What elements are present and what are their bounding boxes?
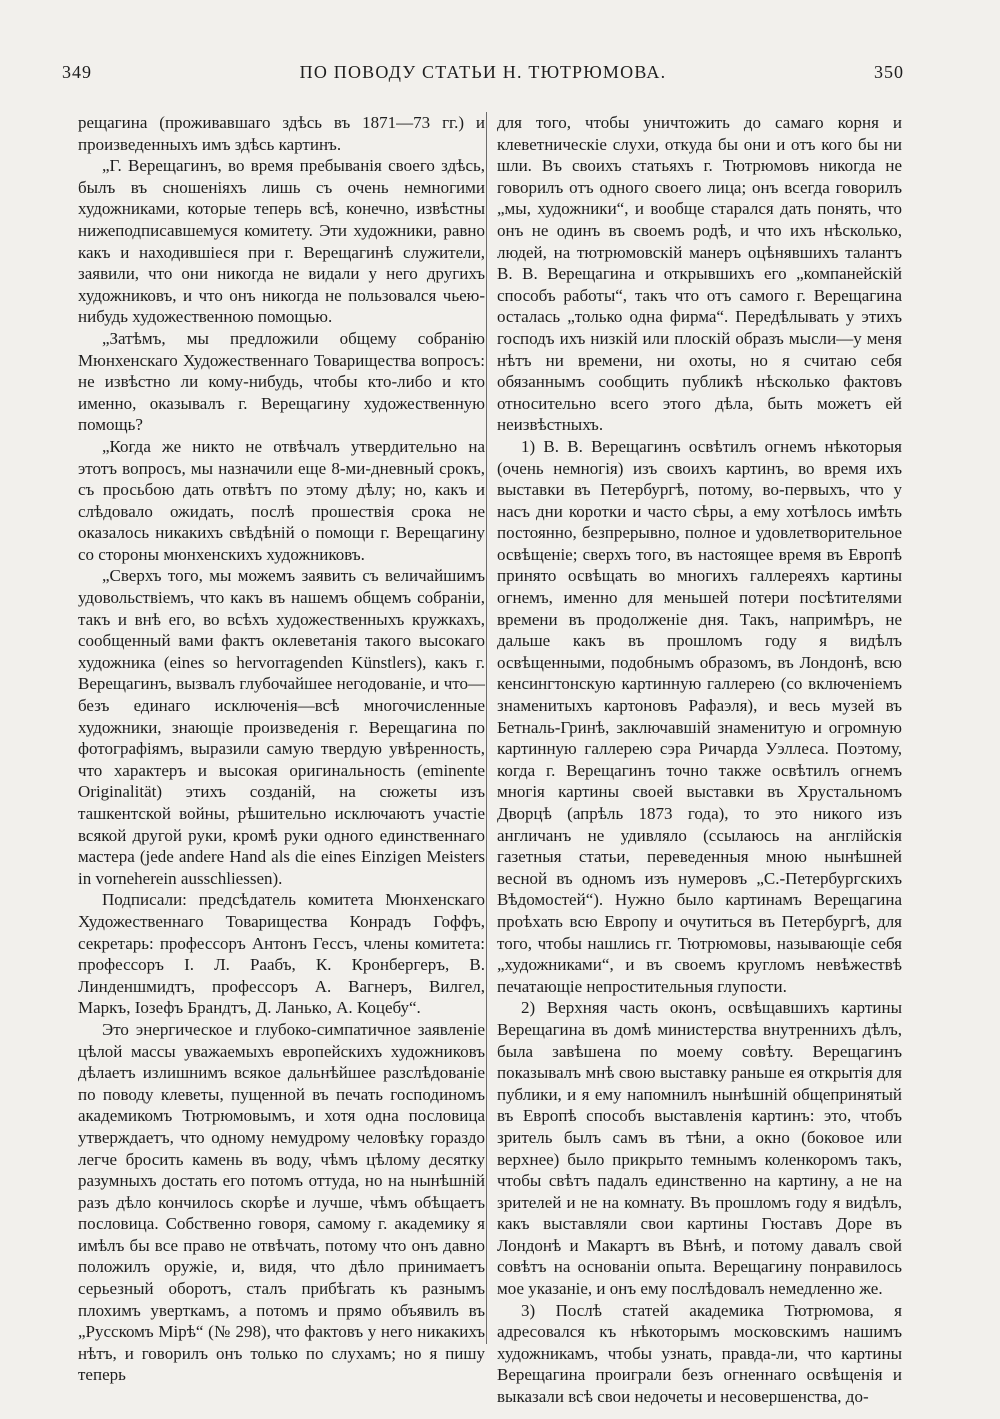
paragraph: „Затѣмъ, мы предложили общему собранію Мюнхенскаго Художественнаго Товарищества вопросъ: не извѣстно ли кому-нибудь, чтобы кто-либо и кто именно, оказывалъ г. Верещагину художественную помощь? bbox=[78, 328, 485, 435]
column-divider bbox=[486, 112, 487, 1344]
paragraph: 3) Послѣ статей академика Тютрюмова, я адресовался къ нѣкоторымъ московскимъ нашимъ художникамъ, чтобы узнать, правда-ли, что картины Верещагина проиграли безъ огненнаго освѣщенія и выказали всѣ свои недочеты и несовершенства, до- bbox=[497, 1300, 902, 1407]
running-title: ПО ПОВОДУ СТАТЬИ Н. ТЮТРЮМОВА. bbox=[299, 62, 667, 82]
paragraph: для того, чтобы уничтожить до самаго корня и клеветническіе слухи, откуда бы они и отъ кого бы ни шли. Въ своихъ статьяхъ г. Тютрюмовъ никогда не говорилъ отъ одного своего лица; онъ всегда говорилъ „мы, художники“, и вообще старался дать понять, что онъ не одинъ въ своемъ родѣ, и что ихъ нѣсколько, людей, на тютрюмовскій манеръ оцѣнявшихъ талантъ В. В. Верещагина и открывшихъ его „компанейскій способъ работы“, такъ что отъ самого г. Верещагина осталась „только одна фирма“. Передѣлывать у этихъ господъ ихъ низкій или плоскій образъ мысли—у меня нѣтъ ни времени, ни охоты, но я считаю себя обязаннымъ сообщить публикѣ нѣсколько фактовъ относительно всего этого дѣла, быть можетъ ей неизвѣстныхъ. bbox=[497, 113, 902, 435]
paragraph: „Г. Верещагинъ, во время пребыванія своего здѣсь, былъ въ сношеніяхъ лишь съ очень немногими художниками, которые теперь всѣ, конечно, извѣстны нижеподписавшемуся комитету. Эти художники, равно какъ и находившіеся при г. Верещагинѣ служители, заявили, что они никогда не видали у него другихъ художниковъ, и что онъ никогда не пользовался чьею-нибудь художественною помощью. bbox=[78, 156, 485, 327]
paragraph: рещагина (проживавшаго здѣсь въ 1871—73 гг.) и произведенныхъ имъ здѣсь картинъ. bbox=[78, 113, 485, 154]
paragraph: 2) Верхняя часть оконъ, освѣщавшихъ картины Верещагина въ домѣ министерства внутреннихъ дѣлъ, была завѣшена по моему совѣту. Верещагинъ показывалъ мнѣ свою выставку раньше ея открытія для публики, и я ему напомнилъ нынѣшній общепринятый въ Европѣ способъ выставленія картинъ: это, чтобъ зритель былъ самъ въ тѣни, а окно (боковое или верхнее) было прикрыто темнымъ коленкоромъ такъ, чтобы свѣтъ падалъ единственно на картину, а не на зрителей и не на комнату. Въ прошломъ году я видѣлъ, какъ выставляли свои картины Гюставъ Доре въ Лондонѣ и Макартъ въ Вѣнѣ, и потому давалъ свой совѣтъ на основаніи опыта. Верещагину понравилось мое указаніе, и онъ ему послѣдовалъ немедленно же. bbox=[497, 998, 902, 1299]
right-column bbox=[497, 112, 902, 1408]
paragraph: 1) В. В. Верещагинъ освѣтилъ огнемъ нѣкоторыя (очень немногія) изъ своихъ картинъ, во время ихъ выставки въ Петербургѣ, потому, во-первыхъ, что у насъ дни коротки и часто сѣры, а ему хотѣлось имѣть постоянно, безпрерывно, полное и удовлетворительное освѣщеніе; сверхъ того, въ настоящее время въ Европѣ принято освѣщать во многихъ галлереяхъ картины огнемъ, именно для меньшей потери посѣтителями времени въ продолженіе дня. Такъ, напримѣръ, не дальше какъ въ прошломъ году я видѣлъ освѣщенными, подобнымъ образомъ, въ Лондонѣ, всю кенсингтонскую картинную галлерею (со включеніемъ знаменитыхъ картоновъ Рафаэля), и весь музей въ Бетналь-Гринѣ, заключавшій знаменитую и огромную картинную галлерею сэра Ричарда Уэллеса. Поэтому, когда г. Верещагинъ точно также освѣтилъ огнемъ многія картины своей выставки въ Хрустальномъ Дворцѣ (апрѣль 1873 года), то это никого изъ англичанъ не удивляло (ссылаюсь на англійскія газетныя статьи, переведенныя мною нынѣшней весной въ одномъ изъ нумеровъ „С.-Петербургскихъ Вѣдомостей“). Нужно было картинамъ Верещагина проѣхать всю Европу и очутиться въ Петербургѣ, для того, чтобы нашлись гг. Тютрюмовы, называющіе себя „художниками“, и въ своемъ кругломъ невѣжествѣ печатающіе непростительныя глупости. bbox=[497, 436, 902, 996]
page-number-right: 350 bbox=[874, 62, 904, 82]
paragraph: „Сверхъ того, мы можемъ заявить съ величайшимъ удовольствіемъ, что какъ въ нашемъ общемъ собраніи, такъ и внѣ его, во всѣхъ художественныхъ кружкахъ, сообщенный вами фактъ оклеветанія такого высокаго художника (eines so hervorragenden Künstlers), какъ г. Верещагинъ, вызвалъ глубочайшее негодованіе, и что—безъ единаго исключенія—всѣ многочисленные художники, знающіе произведенія г. Верещагина по фотографіямъ, выразили самую твердую увѣренность, что характеръ и высокая оригинальность (eminente Originalität) этихъ созданій, на сюжеты изъ ташкентской войны, рѣшительно исключаютъ участіе всякой другой руки, кромѣ руки одного единственнаго мастера (jede andere Hand als die eines Einzigen Meisters in vorneherein ausschliessen). bbox=[78, 566, 485, 888]
page-number-left: 349 bbox=[62, 62, 92, 82]
running-header bbox=[62, 62, 904, 86]
paragraph: Это энергическое и глубоко-симпатичное заявленіе цѣлой массы уважаемыхъ европейскихъ художниковъ дѣлаетъ излишнимъ всякое дальнѣйшее разслѣдованіе по поводу клеветы, пущенной въ печать господиномъ академикомъ Тютрюмовымъ, и хотя одна пословица утверждаетъ, что одному немудрому человѣку гораздо легче бросить камень въ воду, чѣмъ цѣлому десятку разумныхъ достать его потомъ оттуда, но на нынѣшній разъ дѣло кончилось скорѣе и лучше, чѣмъ обѣщаетъ пословица. Собственно говоря, самому г. академику я имѣлъ бы все право не отвѣчать, потому что онъ давно положилъ оружіе, и, видя, что дѣло принимаетъ серьезный оборотъ, сталъ прибѣгать къ разнымъ плохимъ уверткамъ, а потомъ и прямо объявилъ въ „Русскомъ Мірѣ“ (№ 298), что фактовъ у него никакихъ нѣтъ, и говорилъ онъ только по слухамъ; но я пишу теперь bbox=[78, 1019, 485, 1385]
signatories-paragraph: Подписали: предсѣдатель комитета Мюнхенскаго Художественнаго Товарищества Конрадъ Гоффъ, секретарь: профессоръ Антонъ Гессъ, члены комитета: профессоръ І. Л. Раабъ, К. Кронбергеръ, В. Линденшмидтъ, профессоръ А. Вагнеръ, Вилгел, Маркъ, Іозефъ Брандтъ, Д. Ланько, А. Коцебу“. bbox=[78, 890, 485, 1018]
left-column bbox=[78, 112, 485, 1386]
paragraph: „Когда же никто не отвѣчалъ утвердительно на этотъ вопросъ, мы назначили еще 8-ми-дневный срокъ, съ просьбою дать отвѣтъ по этому дѣлу; но, какъ и слѣдовало ожидать, послѣ прошествія срока не оказалось никакихъ свѣдѣній о помощи г. Верещагину со стороны мюнхенскихъ художниковъ. bbox=[78, 436, 485, 564]
